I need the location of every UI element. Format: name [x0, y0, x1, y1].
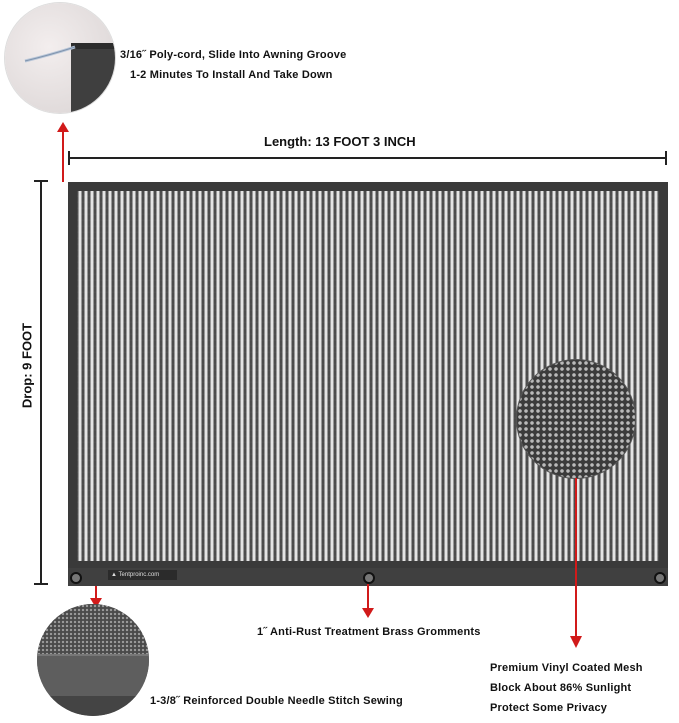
stitch-hem	[37, 654, 149, 698]
stitch-label: 1-3/8˝ Reinforced Double Needle Stitch Sewing	[150, 695, 403, 707]
mesh-label-line2: Block About 86% Sunlight	[490, 682, 632, 694]
stitch-lower	[37, 696, 149, 716]
arrow-down-icon	[570, 478, 582, 648]
grommet-middle	[363, 572, 375, 584]
drop-label: Drop: 9 FOOT	[19, 322, 35, 409]
polycord-label-line1: 3/16˝ Poly-cord, Slide Into Awning Groove	[120, 49, 347, 61]
mesh-label-line3: Protect Some Privacy	[490, 702, 608, 714]
grommet-right	[654, 572, 666, 584]
stitch-detail-zoom	[37, 604, 149, 716]
mesh-label-line1: Premium Vinyl Coated Mesh	[490, 662, 643, 674]
length-dimension-line	[68, 150, 668, 166]
polycord-label-line2: 1-2 Minutes To Install And Take Down	[130, 69, 333, 81]
brand-logo	[108, 570, 177, 580]
polycord-detail-zoom	[5, 3, 115, 113]
length-label: Length: 13 FOOT 3 INCH	[264, 134, 416, 149]
drop-dimension-line	[33, 180, 49, 586]
polycord-detail-image	[5, 3, 115, 113]
grommet-left	[70, 572, 82, 584]
stitch-mesh-area	[37, 604, 149, 654]
brand-logo-text: Tentproinc.com	[118, 572, 160, 578]
mesh-detail-zoom	[517, 360, 635, 478]
brand-logo-icon: ▲	[111, 572, 117, 578]
grommet-label: 1˝ Anti-Rust Treatment Brass Gromments	[257, 626, 481, 638]
arrow-down-icon	[362, 584, 374, 618]
